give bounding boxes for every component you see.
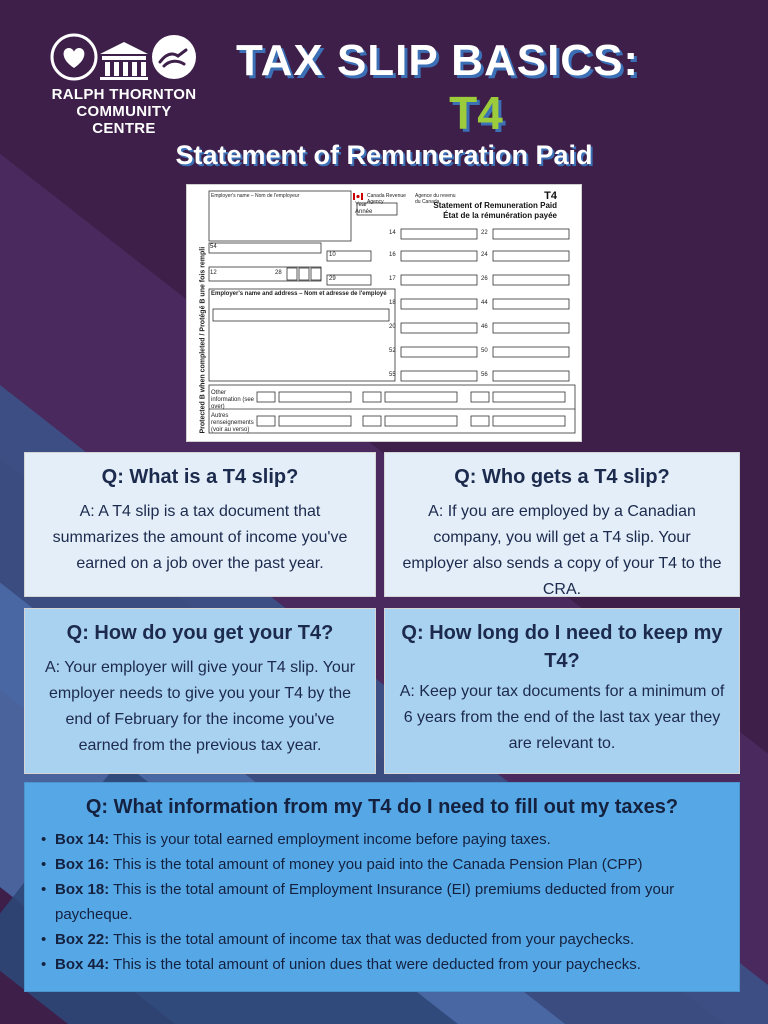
slip-box-number: 29 <box>329 276 336 282</box>
list-item <box>39 852 725 877</box>
page-subtitle: Statement of Remuneration Paid <box>175 140 593 170</box>
logo-graphic <box>50 32 198 82</box>
box-description: This is your total earned employment income before paying taxes. <box>109 831 551 848</box>
faq-answer: A: Your employer will give your T4 slip. Your employer needs to give you your T4 by the end of February for the income you've earned from the previous tax year. <box>44 659 356 754</box>
box-label: Box 22: <box>55 931 110 948</box>
logo-text-line-2: COMMUNITY CENTRE <box>76 103 172 137</box>
slip-agency-en: Canada Revenue Agency <box>367 193 406 205</box>
slip-box-number: 12 <box>210 270 217 276</box>
form-code-title: T4 <box>449 87 503 139</box>
slip-box-number: 44 <box>481 300 488 306</box>
slip-side-text: Protected B when completed / Protégé B une fois rempli <box>199 246 207 434</box>
slip-title-en: Statement of Remuneration Paid <box>433 201 557 210</box>
faq-question: Q: Who gets a T4 slip? <box>454 466 670 488</box>
slip-box-number: 28 <box>275 270 282 276</box>
slip-box-number: 22 <box>481 230 488 236</box>
slip-other-info-label-fr: Autres renseignements (voir au verso) <box>211 413 254 433</box>
slip-box-number: 46 <box>481 324 488 330</box>
list-item <box>39 952 725 977</box>
box-label: Box 18: <box>55 881 110 898</box>
box-label: Box 44: <box>55 956 110 973</box>
t4-slip-image <box>186 184 582 442</box>
faq-question: Q: How do you get your T4? <box>66 622 334 644</box>
box-list <box>39 827 725 977</box>
faq-card-what-is-t4 <box>24 452 376 597</box>
slip-title-fr: État de la rémunération payée <box>443 211 557 220</box>
slip-other-info-label: Other information (see over) <box>211 390 255 410</box>
box-label: Box 16: <box>55 856 110 873</box>
list-item <box>39 827 725 852</box>
box-description: This is the total amount of money you paid into the Canada Pension Plan (CPP) <box>109 856 643 873</box>
slip-box-number: 20 <box>389 324 396 330</box>
slip-box-number: 52 <box>389 348 396 354</box>
slip-code: T4 <box>544 190 557 202</box>
faq-card-who-gets-t4 <box>384 452 740 597</box>
slip-box-number: 54 <box>210 244 217 250</box>
slip-box-number: 17 <box>389 276 396 282</box>
slip-box-number: 56 <box>481 372 488 378</box>
faq-answer: A: A T4 slip is a tax document that summarizes the amount of income you've earned on a job over the past year. <box>52 503 348 572</box>
slip-agency-fr: Agence du revenu du Canada <box>415 193 456 205</box>
faq-question: Q: How long do I need to keep my T4? <box>401 622 723 672</box>
box-description: This is the total amount of Employment Insurance (EI) premiums deducted from your paycheque. <box>55 881 675 923</box>
faq-card-how-long-keep-t4 <box>384 608 740 774</box>
faq-answer: A: If you are employed by a Canadian company, you will get a T4 slip. Your employer also sends a copy of your T4 to the CRA. <box>402 503 722 598</box>
building-icon <box>100 42 148 80</box>
heart-icon <box>52 35 96 79</box>
faq-answer: A: Keep your tax documents for a minimum of 6 years from the end of the last tax year they are relevant to. <box>399 683 725 752</box>
logo-text-line-1: RALPH THORNTON <box>51 86 197 103</box>
info-question: Q: What information from my T4 do I need to fill out my taxes? <box>85 796 679 818</box>
box-description: This is the total amount of union dues that were deducted from your paychecks. <box>109 956 641 973</box>
slip-employer-address-label: Employer's name and address – Nom et adresse de l'employé <box>211 291 387 297</box>
slip-box-number: 50 <box>481 348 488 354</box>
slip-year-label: Year Année <box>355 202 373 215</box>
slip-box-number: 55 <box>389 372 396 378</box>
box-label: Box 14: <box>55 831 110 848</box>
faq-card-how-get-t4 <box>24 608 376 774</box>
slip-box-number: 14 <box>389 230 396 236</box>
slip-box-number: 10 <box>329 252 336 258</box>
slip-box-number: 18 <box>389 300 396 306</box>
list-item <box>39 877 725 927</box>
list-item <box>39 927 725 952</box>
header <box>0 0 768 190</box>
box-description: This is the total amount of income tax that was deducted from your paychecks. <box>109 931 635 948</box>
faq-question: Q: What is a T4 slip? <box>101 466 299 488</box>
page-title: TAX SLIP BASICS: <box>236 36 640 85</box>
hands-icon <box>152 35 196 79</box>
community-centre-logo <box>44 32 204 137</box>
slip-box-number: 26 <box>481 276 488 282</box>
slip-box-number: 24 <box>481 252 488 258</box>
info-card-t4-boxes <box>24 782 740 992</box>
slip-employer-name-label: Employer's name – Nom de l'employeur <box>211 193 300 199</box>
slip-box-number: 16 <box>389 252 396 258</box>
